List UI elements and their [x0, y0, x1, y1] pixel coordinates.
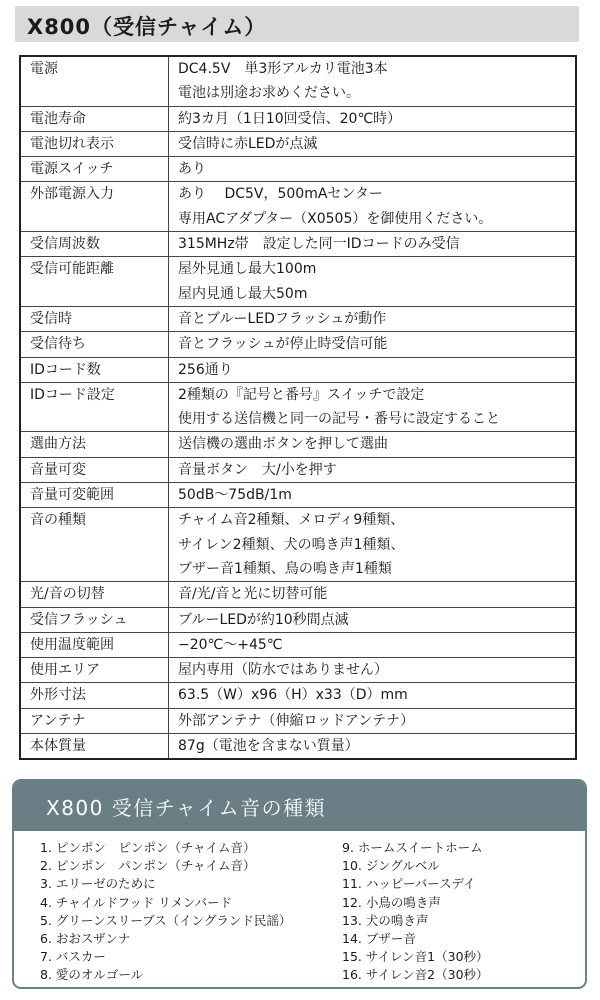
spec-value-line: 63.5（W）x96（H）x33（D）mm — [178, 687, 408, 704]
spec-row — [20, 382, 576, 432]
spec-label: 受信待ち — [20, 332, 169, 357]
spec-value — [169, 607, 577, 632]
chime-types-title: X800 受信チャイム音の種類 — [46, 796, 327, 820]
spec-value — [169, 683, 577, 708]
spec-value-line: 電池は別途お求めください。 — [178, 85, 360, 102]
spec-value-line: DC4.5V 単3形アルカリ電池3本 — [178, 61, 388, 77]
page-title: X800（受信チャイム） — [27, 15, 267, 39]
spec-row — [20, 257, 576, 307]
spec-value — [169, 582, 577, 607]
spec-label: 受信可能距離 — [20, 257, 169, 307]
spec-row — [20, 508, 576, 582]
spec-value — [169, 232, 577, 257]
spec-value — [169, 157, 577, 182]
spec-label: IDコード設定 — [20, 382, 169, 432]
spec-value-line: 使用する送信機と同一の記号・番号に設定すること — [178, 411, 500, 428]
spec-label: 受信時 — [20, 306, 169, 331]
chime-list-item: 15. サイレン音1（30秒） — [342, 949, 489, 965]
chime-list-item: 12. 小鳥の鳴き声 — [342, 894, 441, 910]
spec-value — [169, 306, 577, 331]
spec-label: 使用エリア — [20, 658, 169, 683]
spec-value-line: 87g（電池を含まない質量） — [178, 738, 359, 755]
spec-value — [169, 483, 577, 508]
spec-row — [20, 683, 576, 708]
spec-value-line: 音量ボタン 大/小を押す — [178, 461, 337, 478]
spec-value — [169, 182, 577, 232]
spec-label: 受信周波数 — [20, 232, 169, 257]
spec-row — [20, 131, 576, 156]
spec-row — [20, 106, 576, 131]
spec-row — [20, 432, 576, 457]
spec-value-line: 屋内見通し最大50m — [178, 285, 308, 302]
spec-table — [19, 55, 577, 760]
spec-row — [20, 734, 576, 760]
spec-value — [169, 357, 577, 382]
spec-row — [20, 483, 576, 508]
spec-value-line: ブザー音1種類、鳥の鳴き声1種類 — [178, 560, 392, 577]
spec-value-line: 音とフラッシュが停止時受信可能 — [178, 336, 388, 353]
chime-list-item: 8. 愛のオルゴール — [40, 967, 144, 983]
spec-value-line: 256通り — [178, 361, 233, 378]
spec-value — [169, 457, 577, 482]
chime-list-right — [342, 839, 489, 985]
spec-value-line: 受信時に赤LEDが点滅 — [178, 135, 318, 152]
spec-value — [169, 131, 577, 156]
chime-list-item: 14. ブザー音 — [342, 931, 416, 947]
spec-label: 外部電源入力 — [20, 182, 169, 232]
spec-value-line: 外部アンテナ（伸縮ロッドアンテナ） — [178, 712, 415, 729]
spec-label: 光/音の切替 — [20, 582, 169, 607]
spec-value-line: 50dB〜75dB/1m — [178, 487, 292, 504]
spec-value-line: 屋内専用（防水ではありません） — [178, 662, 388, 679]
spec-row — [20, 632, 576, 657]
spec-row — [20, 182, 576, 232]
spec-value-line: 送信機の選曲ボタンを押して選曲 — [178, 436, 388, 453]
spec-value — [169, 632, 577, 657]
spec-row — [20, 658, 576, 683]
spec-label: 使用温度範囲 — [20, 632, 169, 657]
spec-value-line: 屋外見通し最大100m — [178, 261, 317, 278]
spec-value-line: 2種類の『記号と番号』スイッチで設定 — [178, 386, 425, 403]
spec-label: 受信フラッシュ — [20, 607, 169, 632]
spec-row — [20, 582, 576, 607]
spec-row — [20, 607, 576, 632]
spec-value-line: 音/光/音と光に切替可能 — [178, 586, 328, 603]
spec-row — [20, 232, 576, 257]
chime-types-header — [14, 781, 585, 831]
spec-value-line: 音とブルーLEDフラッシュが動作 — [178, 310, 387, 327]
spec-label: 音の種類 — [20, 508, 169, 582]
spec-row — [20, 332, 576, 357]
chime-list-item: 9. ホームスイートホーム — [342, 840, 483, 855]
spec-label: 電源 — [20, 56, 169, 106]
spec-label: 電池寿命 — [20, 106, 169, 131]
spec-table-body — [20, 56, 576, 759]
spec-row — [20, 357, 576, 382]
spec-label: 音量可変 — [20, 457, 169, 482]
spec-value — [169, 106, 577, 131]
chime-list-item: 5. グリーンスリーブス（イングランド民謡） — [40, 912, 292, 928]
spec-value-line: −20℃〜+45℃ — [178, 636, 283, 653]
spec-value — [169, 56, 577, 106]
chime-list-item: 7. バスカー — [40, 949, 106, 965]
spec-row — [20, 708, 576, 733]
spec-value-line: 315MHz帯 設定した同一IDコードのみ受信 — [178, 236, 460, 253]
chime-list-item: 11. ハッピーバースデイ — [342, 876, 476, 892]
chime-list-item: 13. 犬の鳴き声 — [342, 912, 429, 928]
chime-list-item: 6. おおスザンナ — [40, 931, 131, 947]
title-bar — [15, 6, 579, 42]
spec-value — [169, 734, 577, 760]
chime-types-panel — [12, 779, 587, 989]
spec-label: 選曲方法 — [20, 432, 169, 457]
spec-label: 音量可変範囲 — [20, 483, 169, 508]
chime-list-item: 1. ピンポン ピンポン（チャイム音） — [40, 840, 256, 855]
spec-value — [169, 257, 577, 307]
spec-row — [20, 56, 576, 106]
spec-value-line: サイレン2種類、犬の鳴き声1種類、 — [178, 536, 405, 553]
spec-value — [169, 658, 577, 683]
spec-value-line: チャイム音2種類、メロディ9種類、 — [178, 512, 405, 529]
chime-list-item: 4. チャイルドフッド リメンバード — [40, 894, 233, 910]
spec-value — [169, 508, 577, 582]
chime-list-item: 2. ピンポン パンポン（チャイム音） — [40, 858, 256, 874]
spec-label: アンテナ — [20, 708, 169, 733]
spec-value-line: 約3カ月（1日10回受信、20℃時） — [178, 110, 402, 127]
spec-value — [169, 432, 577, 457]
spec-value — [169, 708, 577, 733]
chime-list-item: 10. ジングルベル — [342, 858, 440, 874]
spec-row — [20, 157, 576, 182]
spec-value-line: あり — [178, 161, 206, 178]
spec-value — [169, 382, 577, 432]
spec-value — [169, 332, 577, 357]
spec-label: 外形寸法 — [20, 683, 169, 708]
chime-list-item: 3. エリーゼのために — [40, 876, 156, 892]
spec-value-line: 専用ACアダプター（X0505）を御使用ください。 — [178, 210, 493, 227]
chime-list-item: 16. サイレン音2（30秒） — [342, 967, 489, 983]
spec-label: IDコード数 — [20, 357, 169, 382]
spec-label: 電源スイッチ — [20, 157, 169, 182]
spec-row — [20, 306, 576, 331]
spec-row — [20, 457, 576, 482]
chime-list-left — [40, 839, 291, 985]
spec-label: 本体質量 — [20, 734, 169, 760]
spec-value-line: あり DC5V，500mAセンター — [178, 186, 383, 203]
spec-label: 電池切れ表示 — [20, 131, 169, 156]
spec-value-line: ブルーLEDが約10秒間点滅 — [178, 611, 349, 628]
